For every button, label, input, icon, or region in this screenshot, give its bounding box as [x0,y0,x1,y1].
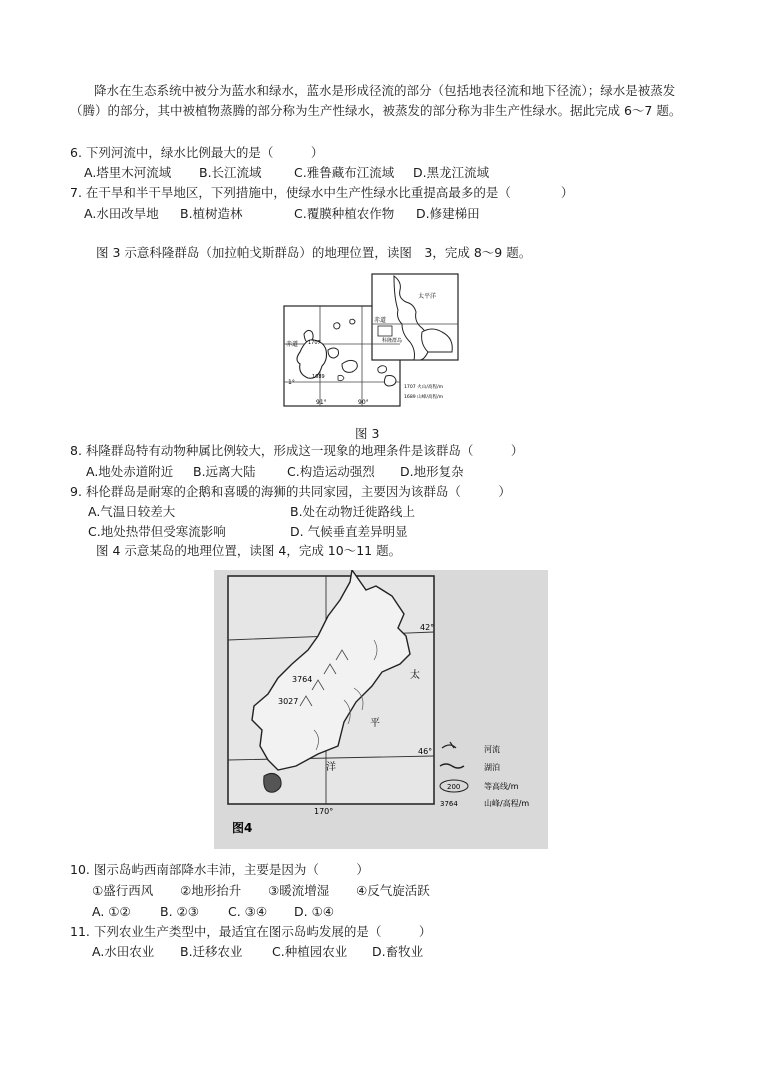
question-9-option-d: D. 气候垂直差异明显 [290,524,408,539]
figure-3-label-volcano: 1707 [308,340,321,346]
question-7-option-d: D.修建梯田 [416,206,480,221]
figure-3-caption: 图 3 [355,426,380,441]
figure-3-label-peak: 1689 [312,374,325,380]
figure-4-legend-river: 河流 [484,745,500,754]
figure-3-label-lon2: 90° [358,399,369,406]
question-10-option-a: A. ①② [92,904,131,919]
figure-3-legend-peak: 1689 山峰/高程/m [404,395,444,400]
question-10-option-b: B. ②③ [160,904,199,919]
question-11-stem: 11. 下列农业生产类型中，最适宜在图示岛屿发展的是（ ） [70,924,432,939]
figure-3-map [282,272,462,410]
figure-4-lat-46: 46° [418,747,433,756]
figure-4-map [214,570,548,849]
intro-figure-4: 图 4 示意某岛的地理位置，读图 4，完成 10～11 题。 [96,543,402,558]
question-10-item-1: ①盛行西风 [92,883,154,898]
question-11-option-c: C.种植园农业 [272,944,348,959]
figure-4-small-island [264,773,281,792]
question-6-option-d: D.黑龙江流域 [413,165,490,180]
figure-4-caption: 图4 [232,821,253,835]
question-10-option-d: D. ①④ [294,904,334,919]
figure-3-label-lon1: 91° [316,399,327,406]
question-8-option-a: A.地处赤道附近 [86,464,174,479]
figure-4-lat-42: 42° [420,623,435,632]
question-8-stem: 8. 科隆群岛特有动物种属比例较大，形成这一现象的地理条件是该群岛（ ） [70,443,524,458]
question-9-stem: 9. 科伦群岛是耐寒的企鹅和喜暖的海狮的共同家园，主要因为该群岛（ ） [70,484,511,499]
question-6-option-a: A.塔里木河流域 [84,165,172,180]
question-6-option-b: B.长江流域 [199,165,262,180]
figure-3-label-lat: 1° [288,379,295,386]
question-8-option-d: D.地形复杂 [400,464,464,479]
intro-paragraph-6-7: 降水在生态系统中被分为蓝水和绿水，蓝水是形成径流的部分（包括地表径流和地下径流）；绿水是被蒸发（腾）的部分，其中被植物蒸腾的部分称为生产性绿水，被蒸发的部分称为非生产性绿水。据此完成 6～7 题。 [70,83,682,118]
question-6-stem: 6. 下列河流中，绿水比例最大的是（ ） [70,145,324,160]
question-11-option-a: A.水田农业 [92,944,155,959]
figure-4-legend-contour-value: 200 [447,783,461,791]
figure-4-sea-2: 平 [370,718,380,729]
question-9-option-a: A.气温日较差大 [88,504,176,519]
question-10-option-c: C. ③④ [228,904,268,919]
figure-3-legend-volcano: 1707 火山/高程/m [404,385,444,390]
intro-figure-3: 图 3 示意科隆群岛（加拉帕戈斯群岛）的地理位置，读图 3，完成 8～9 题。 [96,245,532,260]
inset-label-equator: 赤道 [374,317,387,324]
figure-4-peak-1: 3764 [292,675,313,684]
question-6-option-c: C.雅鲁藏布江流域 [294,165,395,180]
question-11-option-d: D.畜牧业 [372,944,424,959]
question-10-stem: 10. 图示岛屿西南部降水丰沛，主要是因为（ ） [70,862,369,877]
figure-4-peak-2: 3027 [278,697,299,706]
question-11-option-b: B.迁移农业 [180,944,243,959]
inset-label-galapagos: 科隆群岛 [382,338,403,344]
question-10-item-4: ④反气旋活跃 [356,883,430,898]
figure-4-legend-contour: 等高线/m [484,782,519,791]
question-7-stem: 7. 在干旱和半干旱地区，下列措施中，使绿水中生产性绿水比重提高最多的是（ ） [70,185,574,200]
figure-4-sea-1: 太 [410,670,420,681]
figure-4-legend-peak: 山峰/高程/m [484,799,530,808]
question-7-option-b: B.植树造林 [180,206,243,221]
figure-3-label-equator: 赤道 [286,341,299,348]
question-8-option-c: C.构造运动强烈 [287,464,375,479]
inset-label-pacific: 太平洋 [418,293,437,300]
figure-4-sea-3: 洋 [326,762,336,773]
figure-4-legend-peak-value: 3764 [440,800,458,808]
question-10-item-3: ③暖流增湿 [268,883,330,898]
figure-4-legend-lake: 湖泊 [484,763,500,772]
question-7-option-a: A.水田改旱地 [84,206,159,221]
question-8-option-b: B.远离大陆 [193,464,256,479]
question-10-item-2: ②地形抬升 [180,883,242,898]
figure-4-lon-170: 170° [314,807,334,816]
question-9-option-b: B.处在动物迁徙路线上 [290,504,416,519]
question-9-option-c: C.地处热带但受寒流影响 [88,524,226,539]
question-7-option-c: C.覆膜种植农作物 [294,206,395,221]
